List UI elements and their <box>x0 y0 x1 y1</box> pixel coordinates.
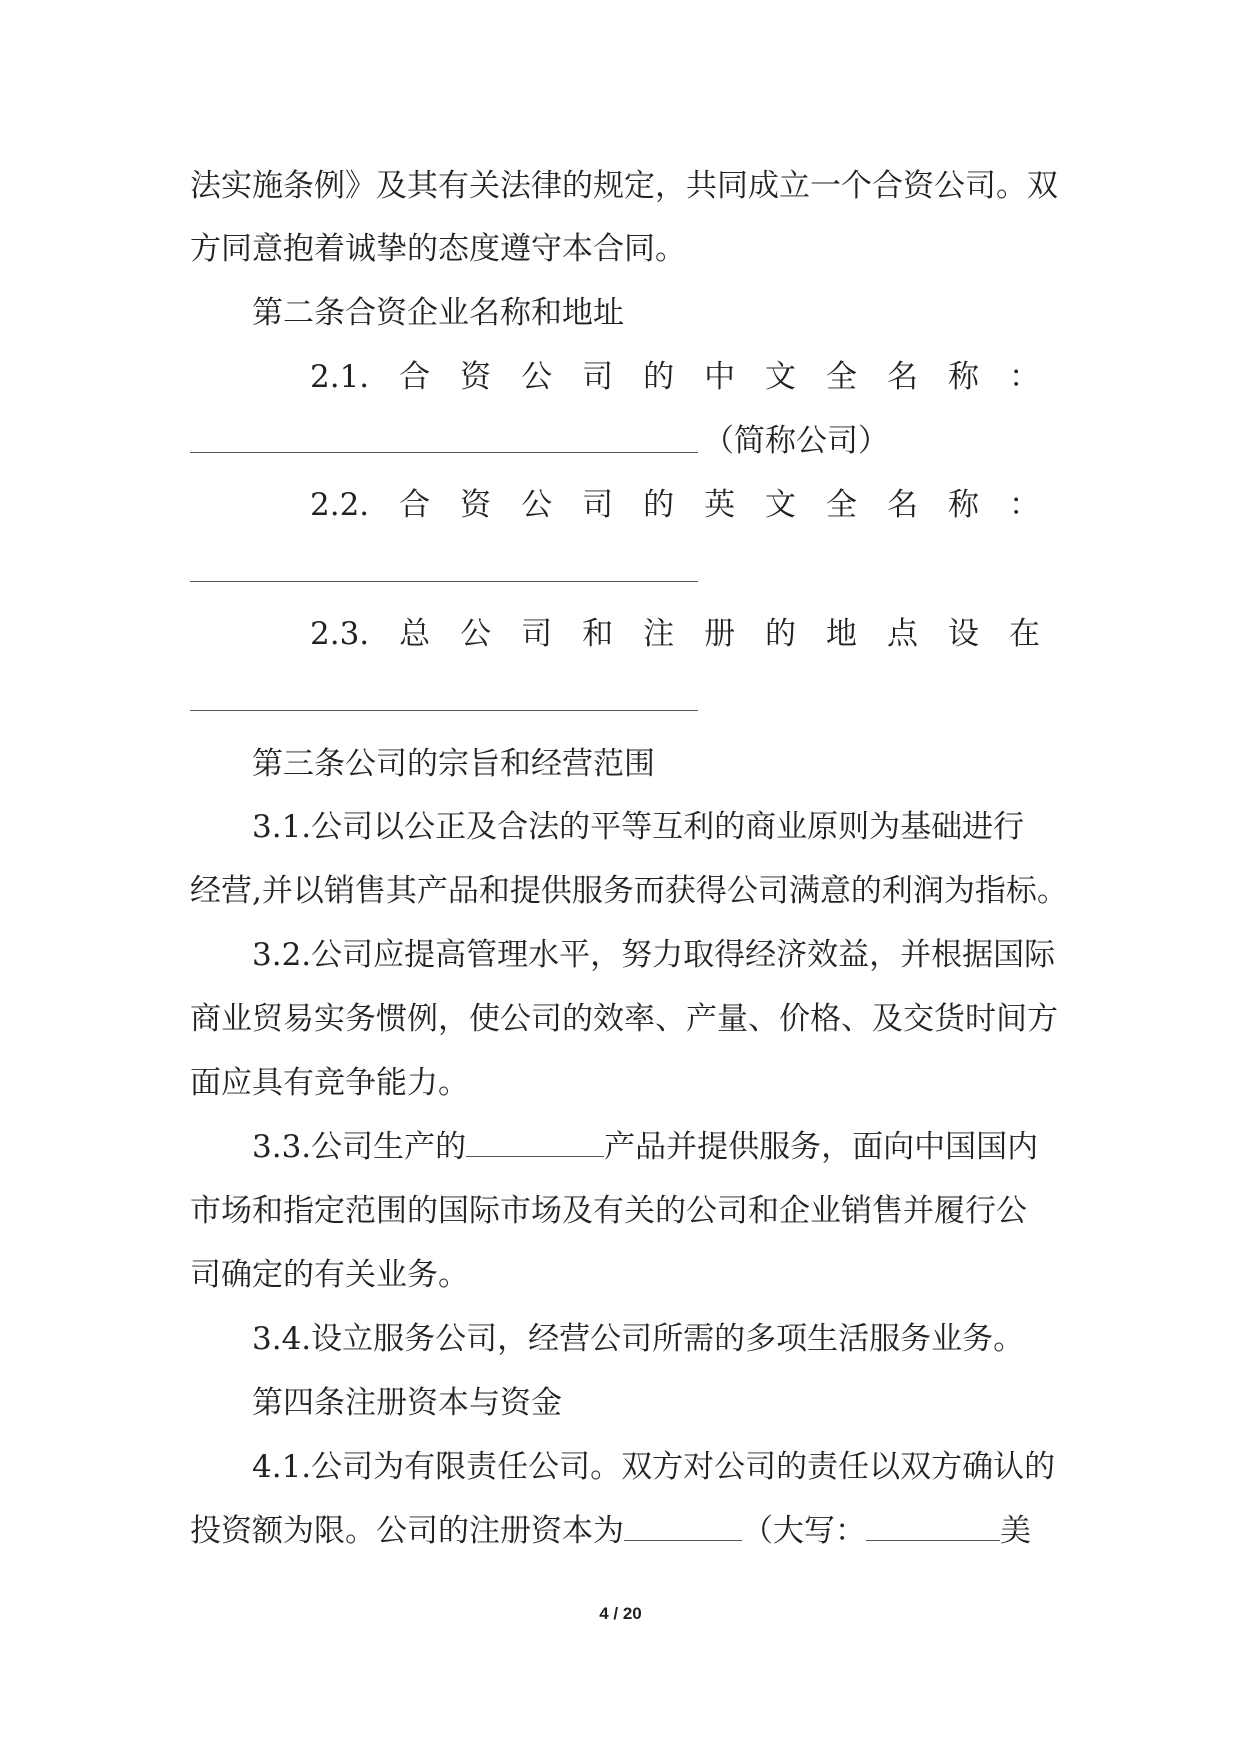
char: 英 <box>704 487 736 523</box>
char: 的 <box>643 359 675 395</box>
char: 名 <box>887 359 919 395</box>
paragraph-line: 4.1.公司为有限责任公司。双方对公司的责任以双方确认的 <box>252 1449 1056 1485</box>
char: 司 <box>582 487 614 523</box>
char: 文 <box>765 487 797 523</box>
paragraph-line: 3.1.公司以公正及合法的平等互利的商业原则为基础进行 <box>252 809 1025 845</box>
article-4-heading: 第四条注册资本与资金 <box>252 1385 562 1421</box>
paragraph-line: 3.2.公司应提高管理水平，努力取得经济效益，并根据国际 <box>252 937 1056 973</box>
paragraph-line <box>190 1511 1031 1551</box>
clause-2-2-line <box>310 485 1040 525</box>
char: 合 <box>399 359 431 395</box>
char: ： <box>1008 487 1040 523</box>
char: 公 <box>521 359 553 395</box>
paragraph-line: 经营,并以销售其产品和提供服务而获得公司满意的利润为指标。 <box>190 873 1068 909</box>
blank-product <box>466 1128 604 1157</box>
char: 公 <box>521 487 553 523</box>
paragraph-line: 商业贸易实务惯例，使公司的效率、产量、价格、及交货时间方 <box>190 1001 1058 1037</box>
char: 点 <box>887 616 919 652</box>
char: 设 <box>948 616 979 652</box>
char: 册 <box>704 616 736 652</box>
paragraph-line: 市场和指定范围的国际市场及有关的公司和企业销售并履行公 <box>190 1193 1027 1229</box>
char: 的 <box>765 616 797 652</box>
blank-capital-uppercase <box>866 1512 1000 1541</box>
text-segment: 投资额为限。公司的注册资本为 <box>190 1513 624 1549</box>
paragraph-line: 法实施条例》及其有关法律的规定，共同成立一个合资公司。双 <box>190 168 1058 204</box>
char: 称 <box>948 487 979 523</box>
paragraph-line: 面应具有竞争能力。 <box>190 1065 469 1101</box>
char: 注 <box>643 616 675 652</box>
text-segment: 产品并提供服务，面向中国国内 <box>604 1129 1039 1165</box>
blank-line-english-name <box>190 581 698 582</box>
clause-2-3-line <box>310 614 1040 654</box>
paragraph-line: 方同意抱着诚挚的态度遵守本合同。 <box>190 231 686 267</box>
paragraph-line: 3.4.设立服务公司，经营公司所需的多项生活服务业务。 <box>252 1321 1025 1357</box>
char: 合 <box>399 487 431 523</box>
char: 资 <box>460 359 492 395</box>
char: 地 <box>826 616 858 652</box>
char: 全 <box>826 487 858 523</box>
char: 称 <box>948 359 979 395</box>
blank-line-chinese-name <box>190 452 698 453</box>
blank-capital-amount <box>624 1512 742 1541</box>
abbreviation-note: （简称公司） <box>703 423 889 459</box>
char: 全 <box>826 359 858 395</box>
text-segment: 美 <box>1000 1513 1031 1549</box>
char: 名 <box>887 487 919 523</box>
blank-line-address <box>190 710 698 711</box>
char: 司 <box>521 616 553 652</box>
char: 总 <box>399 616 431 652</box>
article-3-heading: 第三条公司的宗旨和经营范围 <box>252 746 655 782</box>
clause-2-1-line <box>310 357 1040 397</box>
paragraph-line: 司确定的有关业务。 <box>190 1257 469 1293</box>
char: 公 <box>460 616 492 652</box>
char: 和 <box>582 616 614 652</box>
text-segment: （大写： <box>742 1513 866 1549</box>
char: 中 <box>704 359 736 395</box>
paragraph-line <box>252 1127 1038 1167</box>
text-segment: 3.3.公司生产的 <box>252 1129 467 1165</box>
char: 资 <box>460 487 492 523</box>
clause-number: 2.3. <box>310 616 370 652</box>
page-number: 4 / 20 <box>599 1604 642 1623</box>
char: 文 <box>765 359 797 395</box>
char: 的 <box>643 487 675 523</box>
clause-number: 2.1. <box>310 359 370 395</box>
char: 在 <box>1008 616 1040 652</box>
char: 司 <box>582 359 614 395</box>
clause-number: 2.2. <box>310 487 370 523</box>
char: ： <box>1008 359 1040 395</box>
article-2-heading: 第二条合资企业名称和地址 <box>252 295 624 331</box>
